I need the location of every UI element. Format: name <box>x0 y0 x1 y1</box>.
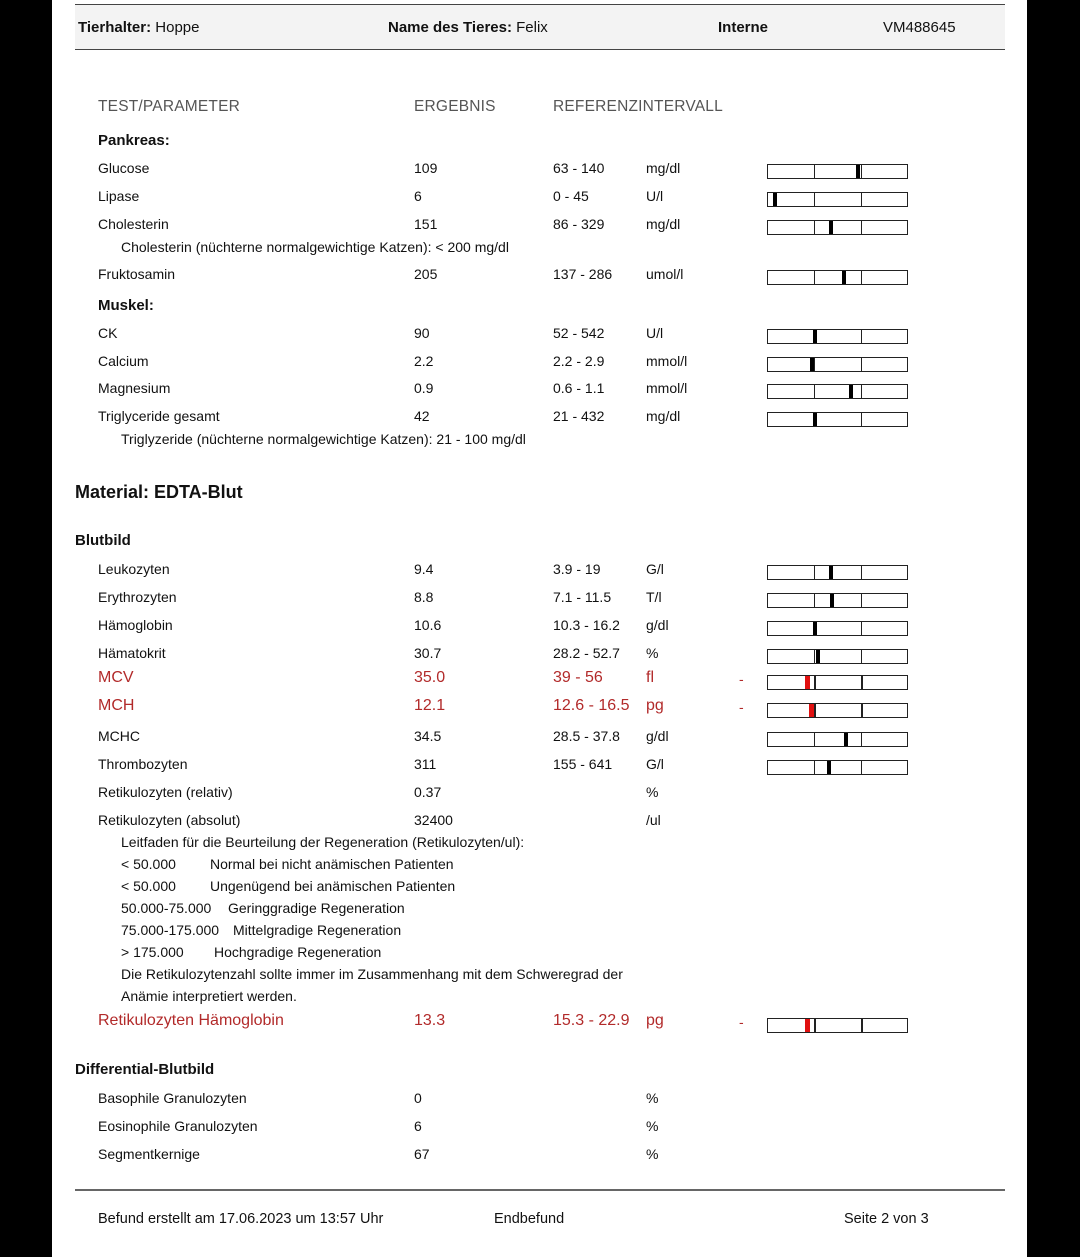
result-row <box>52 756 1027 778</box>
reference-bar <box>767 192 908 207</box>
section-blutbild: Blutbild <box>75 532 131 549</box>
result-row <box>52 325 1027 347</box>
guide-value: 75.000-175.000 <box>121 922 220 938</box>
reference-bar-divider <box>861 413 862 426</box>
reference-bar-marker <box>829 566 833 579</box>
result-row <box>52 266 1027 288</box>
result-row <box>52 697 1027 719</box>
reference-range: 15.3 - 22.9 <box>553 1012 630 1029</box>
reference-bar-divider <box>814 358 815 371</box>
result-value: 205 <box>414 266 438 282</box>
reference-bar-marker <box>805 676 810 689</box>
parameter-name: MCV <box>98 669 134 686</box>
reference-bar-divider <box>861 165 862 178</box>
reference-bar <box>767 760 908 775</box>
parameter-name: Fruktosamin <box>98 266 176 282</box>
reference-bar-marker <box>813 622 817 635</box>
guide-value: > 175.000 <box>121 944 184 960</box>
reference-bar <box>767 593 908 608</box>
column-header-reference: REFERENZINTERVALL <box>553 98 723 115</box>
section-pankreas: Pankreas: <box>98 132 170 149</box>
reference-range: 155 - 641 <box>553 756 613 772</box>
unit: g/dl <box>646 728 669 744</box>
parameter-name: Hämoglobin <box>98 617 173 633</box>
guide-text: Geringgradige Regeneration <box>228 900 405 916</box>
parameter-name: Triglyceride gesamt <box>98 408 220 424</box>
reference-bar-divider <box>861 566 862 579</box>
unit: T/l <box>646 589 662 605</box>
reference-bar-divider <box>861 1019 863 1032</box>
result-row <box>52 353 1027 375</box>
reference-bar-divider <box>861 704 863 717</box>
parameter-name: Retikulozyten (absolut) <box>98 812 241 828</box>
unit: mg/dl <box>646 216 681 232</box>
reference-bar-divider <box>814 385 815 398</box>
result-value: 10.6 <box>414 617 442 633</box>
reference-range: 10.3 - 16.2 <box>553 617 620 633</box>
reference-bar-divider <box>861 385 862 398</box>
parameter-name: Retikulozyten (relativ) <box>98 784 233 800</box>
reference-bar <box>767 675 908 690</box>
result-value: 311 <box>414 756 437 772</box>
reference-range: 7.1 - 11.5 <box>553 589 612 605</box>
parameter-name: Magnesium <box>98 380 171 396</box>
result-row <box>52 380 1027 402</box>
result-value: 6 <box>414 188 422 204</box>
reference-bar-divider <box>861 193 862 206</box>
result-value: 0.37 <box>414 784 442 800</box>
reference-bar <box>767 357 908 372</box>
reference-bar-divider <box>814 704 816 717</box>
reference-bar-marker <box>842 271 846 284</box>
result-value: 32400 <box>414 812 453 828</box>
reference-bar-marker <box>813 413 817 426</box>
reference-bar-marker <box>830 594 834 607</box>
footer-page: Seite 2 von 3 <box>844 1211 929 1227</box>
section-differential: Differential-Blutbild <box>75 1061 215 1078</box>
result-row <box>52 561 1027 583</box>
reference-bar-divider <box>814 676 816 689</box>
result-value: 67 <box>414 1146 430 1162</box>
animal-name-field: Name des Tieres: Felix <box>388 19 548 36</box>
unit: mg/dl <box>646 160 681 176</box>
reference-bar-marker <box>827 761 831 774</box>
reference-bar-divider <box>861 733 862 746</box>
result-row <box>52 669 1027 691</box>
result-value: 109 <box>414 160 438 176</box>
owner-field: Tierhalter: Hoppe <box>78 19 200 36</box>
result-value: 6 <box>414 1118 422 1134</box>
reference-bar-divider <box>861 271 862 284</box>
report-page <box>52 0 1027 1257</box>
unit: umol/l <box>646 266 684 282</box>
reference-bar-divider <box>814 594 815 607</box>
result-row <box>52 1090 1027 1112</box>
reference-bar-divider <box>861 358 862 371</box>
reference-bar-divider <box>861 221 862 234</box>
guide-text: Hochgradige Regeneration <box>214 944 382 960</box>
unit: pg <box>646 1012 664 1029</box>
reference-bar-divider <box>814 650 815 663</box>
result-row <box>52 784 1027 806</box>
unit: % <box>646 645 659 661</box>
unit: % <box>646 1090 659 1106</box>
result-row <box>52 645 1027 667</box>
reference-bar <box>767 703 908 718</box>
reference-bar-marker <box>844 733 848 746</box>
result-value: 9.4 <box>414 561 434 577</box>
unit: U/l <box>646 188 664 204</box>
low-flag: - <box>739 1014 744 1030</box>
reference-bar <box>767 649 908 664</box>
result-value: 0.9 <box>414 380 434 396</box>
result-row <box>52 408 1027 430</box>
parameter-name: Segmentkernige <box>98 1146 200 1162</box>
result-value: 90 <box>414 325 430 341</box>
result-row <box>52 1012 1027 1034</box>
reference-bar <box>767 329 908 344</box>
guide-value: 50.000-75.000 <box>121 900 212 916</box>
unit: % <box>646 1146 659 1162</box>
guide-note-1: Die Retikulozytenzahl sollte immer im Zusammenhang mit dem Schweregrad der <box>121 966 623 982</box>
reference-range: 52 - 542 <box>553 325 605 341</box>
reference-bar <box>767 412 908 427</box>
unit: g/dl <box>646 617 669 633</box>
unit: mg/dl <box>646 408 681 424</box>
result-row <box>52 188 1027 210</box>
internal-id: VM488645 <box>883 19 956 36</box>
result-value: 2.2 <box>414 353 434 369</box>
triglyceride-note: Triglyzeride (nüchterne normalgewichtige Katzen): 21 - 100 mg/dl <box>121 431 526 447</box>
parameter-name: CK <box>98 325 118 341</box>
reference-bar-marker <box>829 221 833 234</box>
section-muskel: Muskel: <box>98 297 154 314</box>
result-row <box>52 160 1027 182</box>
parameter-name: Lipase <box>98 188 140 204</box>
result-value: 13.3 <box>414 1012 446 1029</box>
reference-bar <box>767 220 908 235</box>
reference-bar-marker <box>773 193 777 206</box>
result-value: 8.8 <box>414 589 434 605</box>
low-flag: - <box>739 699 744 715</box>
reference-range: 2.2 - 2.9 <box>553 353 605 369</box>
guide-note-2: Anämie interpretiert werden. <box>121 988 297 1004</box>
reference-range: 0 - 45 <box>553 188 589 204</box>
result-row <box>52 216 1027 238</box>
result-value: 42 <box>414 408 430 424</box>
parameter-name: Hämatokrit <box>98 645 166 661</box>
result-value: 151 <box>414 216 438 232</box>
reference-range: 86 - 329 <box>553 216 605 232</box>
reference-bar-divider <box>861 676 863 689</box>
reference-bar <box>767 565 908 580</box>
parameter-name: Glucose <box>98 160 150 176</box>
unit: U/l <box>646 325 664 341</box>
reference-bar-divider <box>861 330 862 343</box>
unit: fl <box>646 669 654 686</box>
reference-range: 21 - 432 <box>553 408 605 424</box>
result-row <box>52 589 1027 611</box>
footer-status: Endbefund <box>494 1211 565 1227</box>
unit: G/l <box>646 561 664 577</box>
material-heading: Material: EDTA-Blut <box>75 482 243 502</box>
reference-bar-divider <box>814 1019 816 1032</box>
reference-bar-divider <box>814 271 815 284</box>
internal-label: Interne <box>718 19 769 36</box>
guide-value: < 50.000 <box>121 878 176 894</box>
low-flag: - <box>739 671 744 687</box>
unit: mmol/l <box>646 353 688 369</box>
result-row <box>52 1118 1027 1140</box>
reference-range: 137 - 286 <box>553 266 613 282</box>
cholesterin-note: Cholesterin (nüchterne normalgewichtige Katzen): < 200 mg/dl <box>121 239 509 255</box>
reference-bar <box>767 270 908 285</box>
parameter-name: Thrombozyten <box>98 756 188 772</box>
reference-range: 28.2 - 52.7 <box>553 645 620 661</box>
reference-bar <box>767 732 908 747</box>
reference-bar <box>767 384 908 399</box>
reference-bar-divider <box>814 165 815 178</box>
reference-bar-marker <box>856 165 860 178</box>
unit: mmol/l <box>646 380 688 396</box>
reference-range: 28.5 - 37.8 <box>553 728 620 744</box>
reference-bar-divider <box>814 761 815 774</box>
guide-text: Normal bei nicht anämischen Patienten <box>210 856 454 872</box>
parameter-name: Basophile Granulozyten <box>98 1090 247 1106</box>
reference-bar-divider <box>861 594 862 607</box>
result-value: 0 <box>414 1090 422 1106</box>
report-header <box>75 4 1005 50</box>
footer-created: Befund erstellt am 17.06.2023 um 13:57 Uhr <box>98 1211 384 1227</box>
reference-bar-divider <box>814 566 815 579</box>
reference-bar-divider <box>814 221 815 234</box>
footer-divider <box>75 1189 1005 1191</box>
result-row <box>52 728 1027 750</box>
reference-bar-marker <box>849 385 853 398</box>
reference-bar-divider <box>861 761 862 774</box>
result-value: 12.1 <box>414 697 446 714</box>
reference-bar <box>767 1018 908 1033</box>
reference-bar-divider <box>814 733 815 746</box>
parameter-name: MCH <box>98 697 135 714</box>
unit: % <box>646 784 659 800</box>
parameter-name: MCHC <box>98 728 140 744</box>
result-value: 34.5 <box>414 728 442 744</box>
reference-bar-divider <box>861 650 862 663</box>
result-value: 30.7 <box>414 645 442 661</box>
unit: pg <box>646 697 664 714</box>
reference-range: 3.9 - 19 <box>553 561 601 577</box>
reference-range: 0.6 - 1.1 <box>553 380 605 396</box>
parameter-name: Leukozyten <box>98 561 170 577</box>
result-row <box>52 1146 1027 1168</box>
reference-bar-marker <box>805 1019 810 1032</box>
reference-range: 39 - 56 <box>553 669 603 686</box>
parameter-name: Retikulozyten Hämoglobin <box>98 1012 284 1029</box>
result-row <box>52 812 1027 834</box>
guide-text: Mittelgradige Regeneration <box>233 922 402 938</box>
guide-text: Ungenügend bei anämischen Patienten <box>210 878 456 894</box>
reference-bar-marker <box>813 330 817 343</box>
column-header-result: ERGEBNIS <box>414 98 496 115</box>
unit: G/l <box>646 756 664 772</box>
reference-range: 63 - 140 <box>553 160 605 176</box>
result-value: 35.0 <box>414 669 446 686</box>
result-row <box>52 617 1027 639</box>
reference-bar-divider <box>814 193 815 206</box>
unit: % <box>646 1118 659 1134</box>
guide-title: Leitfaden für die Beurteilung der Regeneration (Retikulozyten/ul): <box>121 834 525 850</box>
unit: /ul <box>646 812 661 828</box>
reference-range: 12.6 - 16.5 <box>553 697 630 714</box>
parameter-name: Cholesterin <box>98 216 169 232</box>
parameter-name: Erythrozyten <box>98 589 177 605</box>
reference-bar-marker <box>809 704 814 717</box>
reference-bar-divider <box>861 622 862 635</box>
column-header-test: TEST/PARAMETER <box>98 98 241 115</box>
reference-bar <box>767 164 908 179</box>
guide-value: < 50.000 <box>121 856 176 872</box>
reference-bar-marker <box>810 358 814 371</box>
reference-bar-marker <box>816 650 820 663</box>
reference-bar <box>767 621 908 636</box>
parameter-name: Eosinophile Granulozyten <box>98 1118 258 1134</box>
parameter-name: Calcium <box>98 353 149 369</box>
